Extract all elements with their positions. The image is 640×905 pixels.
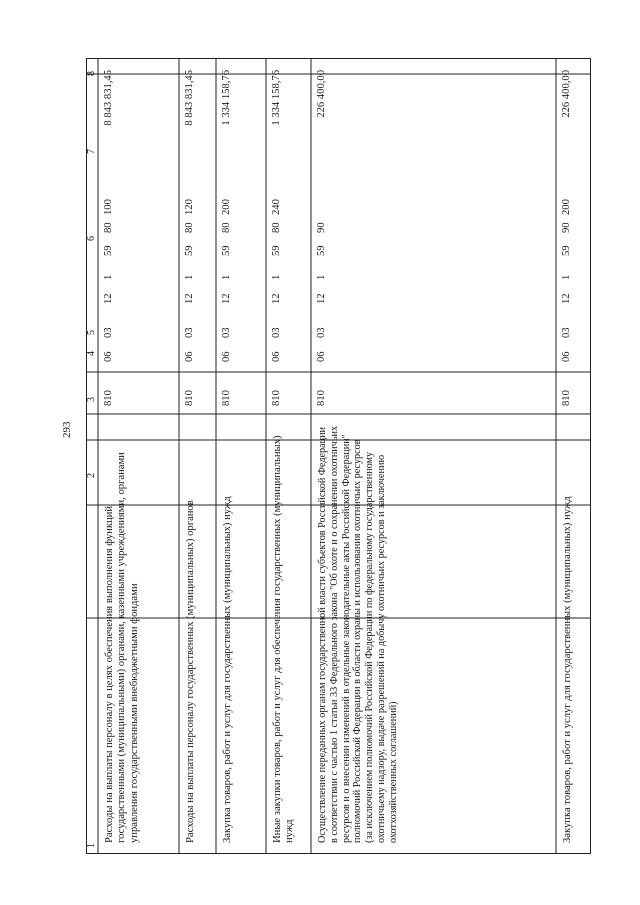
row-code-6a: 12 xyxy=(221,293,232,304)
row-code-6d: 80 xyxy=(221,222,232,233)
row-code-3: 810 xyxy=(561,390,572,406)
row-code-5: 03 xyxy=(271,327,282,338)
row-code-6d: 90 xyxy=(316,222,327,233)
row-code-5: 03 xyxy=(561,327,572,338)
row-code-6c: 59 xyxy=(271,245,282,256)
row-code-6c: 59 xyxy=(103,245,114,256)
header-cell-3: 3 xyxy=(86,397,97,402)
row-code-7: 200 xyxy=(561,199,572,215)
row-code-4: 06 xyxy=(221,351,232,362)
budget-table xyxy=(86,58,591,854)
header-cell-4: 4 xyxy=(86,351,97,356)
page-number: 293 xyxy=(61,421,73,438)
row-code-6d: 80 xyxy=(184,222,195,233)
row-code-6a: 12 xyxy=(561,293,572,304)
row-code-3: 810 xyxy=(271,390,282,406)
header-cell-8: 8 xyxy=(86,71,97,76)
row-amount: 8 843 831,45 xyxy=(184,70,195,126)
header-cell-5: 5 xyxy=(86,330,97,335)
row-code-6a: 12 xyxy=(103,293,114,304)
header-cell-7: 7 xyxy=(86,149,97,154)
row-code-4: 06 xyxy=(271,351,282,362)
row-description: Осуществление переданных органам государственной власти субъектов Российской Федерации в соответствии с частью 1 статьи 33 Федерального закона "Об охоте и о сохранении охотничьих ресурсов и о внесении изменений в отдельные законодательные акты Российской Федерации" полномочий Российской Федерации в области охраны и использования охотничьих ресурсов (за исключением полномочий Российской Федерации по федеральному государственному охотничьему надзору, выдаче разрешений на добычу охотничьих ресурсов и заключению охотхозяйственных соглашений) xyxy=(317,425,399,843)
row-description: Закупка товаров, работ и услуг для государственных (муниципальных) нужд xyxy=(222,496,233,843)
row-code-4: 06 xyxy=(184,351,195,362)
row-code-5: 03 xyxy=(221,327,232,338)
row-code-4: 06 xyxy=(316,351,327,362)
row-code-6b: 1 xyxy=(103,274,114,280)
row-code-4: 06 xyxy=(561,351,572,362)
row-code-7: 100 xyxy=(103,199,114,215)
row-code-6b: 1 xyxy=(184,274,195,280)
row-code-5: 03 xyxy=(184,327,195,338)
row-code-5: 03 xyxy=(103,327,114,338)
row-amount: 226 400,00 xyxy=(316,70,327,118)
row-amount: 8 843 831,45 xyxy=(103,70,114,126)
header-cell-6: 6 xyxy=(86,236,97,241)
row-code-3: 810 xyxy=(221,390,232,406)
row-description: Расходы на выплаты персоналу в целях обеспечения выполнения функций государственными (муниципальными) органами, казенными учреждениями, органами управления государственными внебюджетными фондами xyxy=(104,452,140,843)
row-code-3: 810 xyxy=(316,390,327,406)
row-code-6b: 1 xyxy=(271,274,282,280)
row-code-3: 810 xyxy=(184,390,195,406)
row-description: Расходы на выплаты персоналу государственных (муниципальных) органов xyxy=(185,500,196,843)
row-code-6c: 59 xyxy=(316,245,327,256)
row-description: Закупка товаров, работ и услуг для государственных (муниципальных) нужд xyxy=(562,496,573,843)
row-code-6a: 12 xyxy=(316,293,327,304)
row-code-6c: 59 xyxy=(221,245,232,256)
row-code-6b: 1 xyxy=(561,274,572,280)
row-code-6a: 12 xyxy=(271,293,282,304)
row-code-6b: 1 xyxy=(316,274,327,280)
row-code-7: 120 xyxy=(184,199,195,215)
row-code-6d: 80 xyxy=(271,222,282,233)
row-code-5: 03 xyxy=(316,327,327,338)
row-code-7: 240 xyxy=(271,199,282,215)
header-cell-1: 1 xyxy=(86,843,97,848)
row-code-3: 810 xyxy=(103,390,114,406)
row-code-7: 200 xyxy=(221,199,232,215)
row-code-6c: 59 xyxy=(184,245,195,256)
row-code-4: 06 xyxy=(103,351,114,362)
row-amount: 1 334 158,76 xyxy=(221,70,232,126)
row-amount: 1 334 158,76 xyxy=(271,70,282,126)
row-description: Иные закупки товаров, работ и услуг для обеспечения государственных (муниципальных) нужд xyxy=(272,435,296,843)
row-amount: 226 400,00 xyxy=(561,70,572,118)
row-code-6c: 59 xyxy=(561,245,572,256)
row-code-6d: 90 xyxy=(561,222,572,233)
row-code-6b: 1 xyxy=(221,274,232,280)
row-code-6a: 12 xyxy=(184,293,195,304)
header-cell-2: 2 xyxy=(86,473,97,478)
row-code-6d: 80 xyxy=(103,222,114,233)
